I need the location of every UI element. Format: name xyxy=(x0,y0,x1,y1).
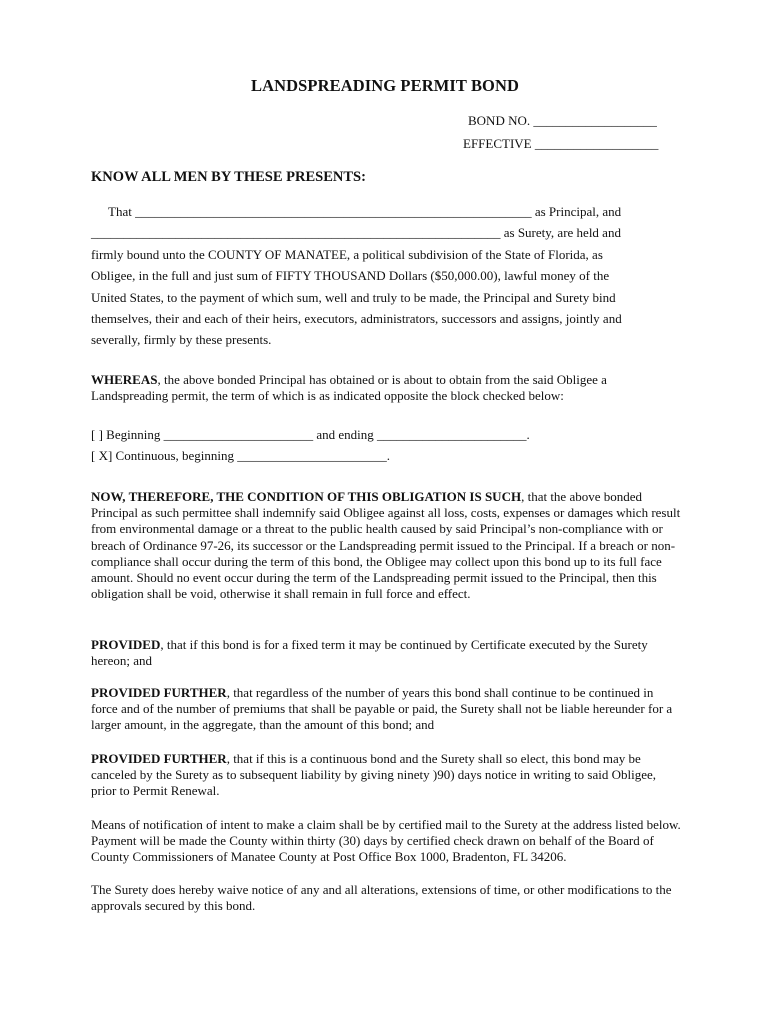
provided-further-lead: PROVIDED FURTHER xyxy=(91,685,227,700)
notification-paragraph: Means of notification of intent to make a claim shall be by certified mail to the Surety at the address listed below. Payment will be made the County within thirty (30) days by certified check drawn on behalf of the Board of County Commissioners of Manatee County at Post Office Box 1000, Bradenton, FL 34206. xyxy=(91,817,681,865)
intro-line: themselves, their and each of their heirs, executors, administrators, successors and assigns, jointly and xyxy=(91,311,622,327)
provided-further-paragraph-2 xyxy=(91,751,681,800)
document-title: LANDSPREADING PERMIT BOND xyxy=(250,76,520,95)
whereas-lead: WHEREAS xyxy=(91,372,158,387)
intro-line: That _____________________________________________________________ as Principal, and xyxy=(108,204,622,219)
condition-paragraph xyxy=(91,489,681,602)
term-option-continuous: [ X] Continuous, beginning _______________________. xyxy=(91,448,390,463)
provided-lead: PROVIDED xyxy=(91,637,161,652)
whereas-text: , the above bonded Principal has obtained or is about to obtain from the said Obligee a Landspreading permit, the term of which is as indicated opposite the block checked below: xyxy=(91,372,607,404)
condition-text: , that the above bonded Principal as such permittee shall indemnify said Obligee against all loss, costs, expenses or damages which result from environmental damage or a threat to the public health caused by said Principal’s non-compliance with or breach of Ordinance 97-26, its successor or the Landspreading permit issued to the Principal. If a breach or non-compliance shall occur during the term of this bond, the Obligee may collect upon this bond up to its full face amount. Should no event occur during the term of the Landspreading permit issued to the Principal, then this obligation shall be void, otherwise it shall remain in full force and effect. xyxy=(91,489,681,602)
intro-line: United States, to the payment of which sum, well and truly to be made, the Principal and Surety bind xyxy=(91,289,616,305)
bond-number-field: BOND NO. ___________________ xyxy=(468,113,657,128)
provided-further-text: , that if this is a continuous bond and the Surety shall so elect, this bond may be canceled by the Surety as to subsequent liability by giving ninety )90) days notice in writing to said Obligee, prior to Permit Renewal. xyxy=(91,751,657,799)
provided-further-lead: PROVIDED FURTHER xyxy=(91,751,227,766)
intro-line: severally, firmly by these presents. xyxy=(91,332,272,348)
condition-lead: NOW, THEREFORE, THE CONDITION OF THIS OBLIGATION IS SUCH xyxy=(91,489,522,504)
surety-waiver-paragraph: The Surety does hereby waive notice of any and all alterations, extensions of time, or other modifications to the approvals secured by this bond. xyxy=(91,882,672,914)
intro-line: _______________________________________________________________ as Surety, are held and xyxy=(91,225,621,241)
provided-further-text: , that regardless of the number of years this bond shall continue to be continued in force and of the number of premiums that shall be payable or paid, the Surety shall not be liable hereunder for a larger amount, in the aggregate, than the amount of this bond; and xyxy=(91,685,673,733)
provided-paragraph xyxy=(91,637,681,669)
provided-further-paragraph-1 xyxy=(91,685,681,734)
provided-text: , that if this bond is for a fixed term it may be continued by Certificate executed by the Surety hereon; and xyxy=(91,637,648,669)
know-all-heading: KNOW ALL MEN BY THESE PRESENTS: xyxy=(91,169,366,185)
effective-date-field: EFFECTIVE ___________________ xyxy=(463,136,659,151)
intro-line: firmly bound unto the COUNTY OF MANATEE, a political subdivision of the State of Florida, as xyxy=(91,246,603,262)
whereas-paragraph xyxy=(91,372,681,404)
intro-paragraph xyxy=(91,201,678,351)
term-option-beginning: [ ] Beginning _______________________ and ending _______________________. xyxy=(91,427,530,442)
intro-line: Obligee, in the full and just sum of FIFTY THOUSAND Dollars ($50,000.00), lawful money of the xyxy=(91,268,610,284)
